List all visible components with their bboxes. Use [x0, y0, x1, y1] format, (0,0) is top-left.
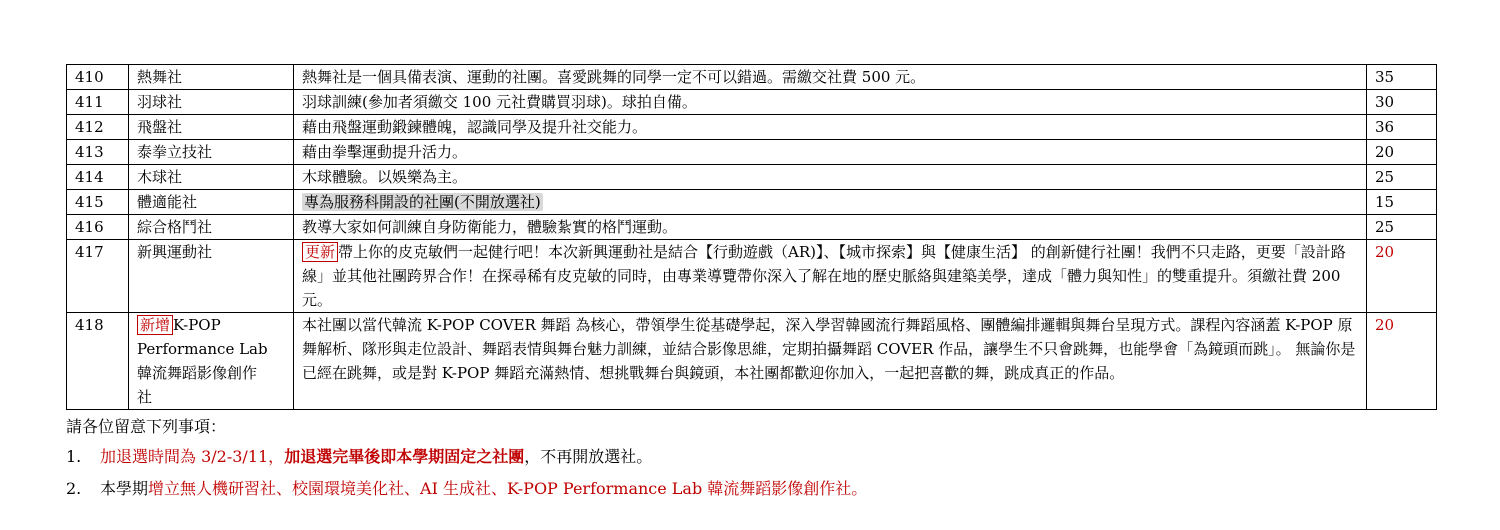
note-text-red: 增立無人機研習社、校園環境美化社、AI 生成社、K-POP Performance Lab 韓流舞蹈影像創作社。: [148, 479, 868, 498]
club-name-line: 社: [137, 388, 153, 406]
note-text: ，不再開放選社。: [524, 447, 653, 466]
notes-heading: 請各位留意下列事項：: [66, 417, 227, 436]
updated-tag: 更新: [302, 242, 338, 262]
note-number: 1.: [66, 447, 82, 466]
club-capacity: 30: [1367, 90, 1437, 115]
table-row: [67, 313, 1437, 410]
note-number: 2.: [66, 479, 82, 498]
table-row: [67, 165, 1437, 190]
club-name: 體適能社: [129, 190, 294, 215]
club-id: 417: [67, 240, 129, 313]
club-name: 木球社: [129, 165, 294, 190]
note-text: 本學期: [100, 479, 149, 498]
club-description-text: 帶上你的皮克敏們一起健行吧！本次新興運動社是結合【行動遊戲（AR)】、【城市探索】與【健康生活】 的創新健行社團！我們不只走路，更要「設計路線」並其他社團跨界合作！在探尋稀有皮克敏的同時，由專業導覽帶你深入了解在地的歷史脈絡與建築美學，達成「體力與知性」的雙重提升。須繳社費 200 元。: [302, 243, 1346, 309]
club-capacity: 35: [1367, 65, 1437, 90]
club-name: 熱舞社: [129, 65, 294, 90]
club-name: 綜合格鬥社: [129, 215, 294, 240]
club-id: 413: [67, 140, 129, 165]
table-row: [67, 65, 1437, 90]
table-row: [67, 140, 1437, 165]
club-name-line: K-POP: [173, 316, 221, 334]
club-description: 木球體驗。以娛樂為主。: [294, 165, 1367, 190]
club-capacity: 20: [1367, 140, 1437, 165]
club-id: 418: [67, 313, 129, 410]
club-name: 飛盤社: [129, 115, 294, 140]
table-row: [67, 240, 1437, 313]
club-id: 415: [67, 190, 129, 215]
club-table: [66, 64, 1437, 410]
club-id: 411: [67, 90, 129, 115]
club-name: 泰拳立技社: [129, 140, 294, 165]
club-description: [294, 190, 1367, 215]
club-name-line: 韓流舞蹈影像創作: [137, 364, 258, 382]
club-description: 教導大家如何訓練自身防衛能力，體驗紮實的格鬥運動。: [294, 215, 1367, 240]
club-description: 藉由拳擊運動提升活力。: [294, 140, 1367, 165]
club-id: 414: [67, 165, 129, 190]
note-item: [66, 474, 1436, 504]
club-description: 藉由飛盤運動鍛鍊體魄，認識同學及提升社交能力。: [294, 115, 1367, 140]
note-text-red-bold: 加退選完畢後即本學期固定之社團: [284, 447, 525, 466]
club-id: 416: [67, 215, 129, 240]
club-name: 新興運動社: [129, 240, 294, 313]
club-capacity: 15: [1367, 190, 1437, 215]
page: [66, 64, 1436, 504]
table-row: [67, 115, 1437, 140]
club-id: 412: [67, 115, 129, 140]
club-id: 410: [67, 65, 129, 90]
table-row: [67, 215, 1437, 240]
club-capacity: 20: [1367, 313, 1437, 410]
club-capacity: 36: [1367, 115, 1437, 140]
club-capacity: 20: [1367, 240, 1437, 313]
club-name-line: Performance Lab: [137, 340, 268, 358]
club-capacity: 25: [1367, 165, 1437, 190]
highlighted-text: 專為服務科開設的社團(不開放選社): [304, 193, 541, 211]
note-text-red: 加退選時間為 3/2-3/11，: [100, 447, 285, 466]
club-name: 羽球社: [129, 90, 294, 115]
club-capacity: 25: [1367, 215, 1437, 240]
club-description: 本社團以當代韓流 K-POP COVER 舞蹈 為核心，帶領學生從基礎學起，深入學習韓國流行舞蹈風格、團體編排邏輯與舞台呈現方式。課程內容涵蓋 K-POP 原舞解析、隊形與走位設計、舞蹈表情與舞台魅力訓練，並結合影像思維，定期拍攝舞蹈 COVER 作品，讓學生不只會跳舞，也能學會「為鏡頭而跳」。 無論你是已經在跳舞，或是對 K-POP 舞蹈充滿熱情、想挑戰舞台與鏡頭，本社團都歡迎你加入，一起把喜歡的舞，跳成真正的作品。: [294, 313, 1367, 410]
club-description: 羽球訓練(參加者須繳交 100 元社費購買羽球)。球拍自備。: [294, 90, 1367, 115]
note-item: [66, 442, 1436, 472]
club-description: 熱舞社是一個具備表演、運動的社團。喜愛跳舞的同學一定不可以錯過。需繳交社費 500 元。: [294, 65, 1367, 90]
notes-section: [66, 414, 1436, 504]
club-description: [294, 240, 1367, 313]
new-tag: 新增: [137, 315, 173, 335]
club-name: [129, 313, 294, 410]
table-row: [67, 190, 1437, 215]
table-row: [67, 90, 1437, 115]
